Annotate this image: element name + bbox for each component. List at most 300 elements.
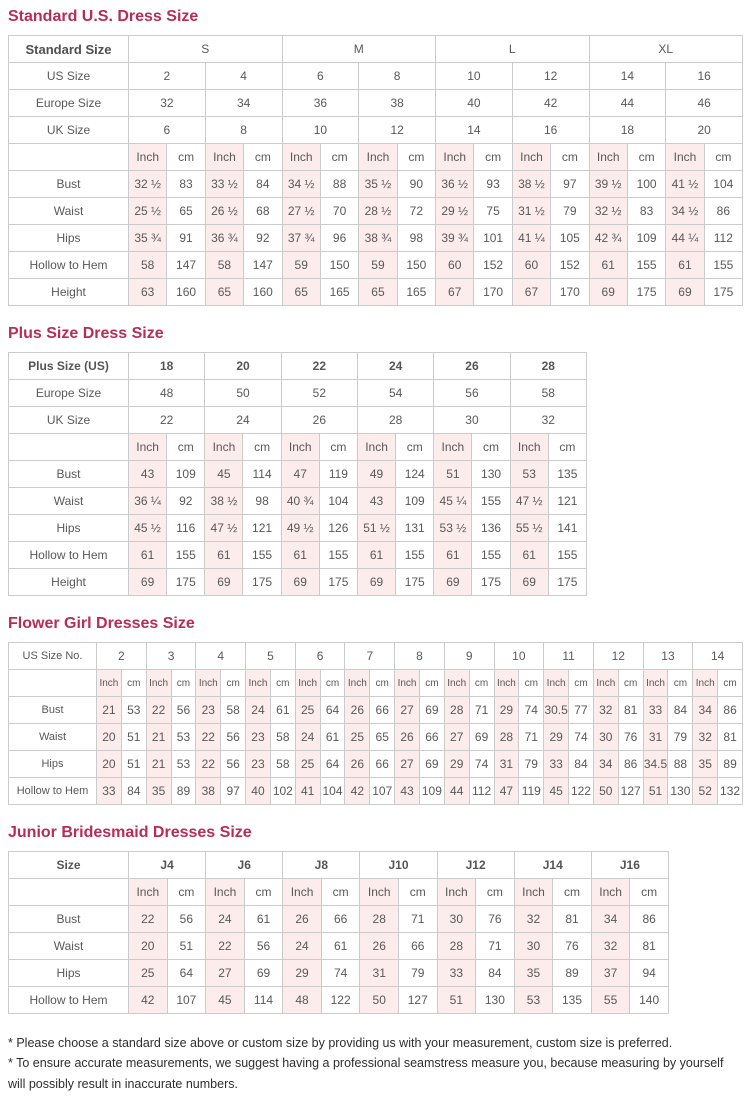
inch-value: 41 ½ xyxy=(666,171,704,198)
size-value: 22 xyxy=(281,353,357,380)
size-header-row xyxy=(9,380,587,407)
row-label: Bust xyxy=(9,906,129,933)
cm-value: 86 xyxy=(630,906,669,933)
inch-value: 28 xyxy=(494,724,519,751)
inch-value: 38 ¾ xyxy=(359,225,397,252)
cm-value: 155 xyxy=(472,488,510,515)
cm-value: 61 xyxy=(321,933,360,960)
cm-value: 104 xyxy=(704,171,742,198)
cm-value: 76 xyxy=(553,933,592,960)
unit-cm-label: cm xyxy=(167,144,205,171)
inch-value: 69 xyxy=(281,569,319,596)
cm-value: 130 xyxy=(476,987,515,1014)
row-label: Hips xyxy=(9,515,129,542)
unit-cm-label: cm xyxy=(396,434,434,461)
inch-value: 51 xyxy=(437,987,476,1014)
size-value: 4 xyxy=(205,63,282,90)
size-value: 24 xyxy=(205,407,281,434)
cm-value: 165 xyxy=(320,279,358,306)
cm-value: 92 xyxy=(244,225,282,252)
cm-value: 58 xyxy=(221,697,246,724)
unit-inch-label: Inch xyxy=(206,879,245,906)
row-label: UK Size xyxy=(9,117,129,144)
unit-inch-label: Inch xyxy=(434,434,472,461)
inch-value: 67 xyxy=(436,279,474,306)
inch-value: 29 xyxy=(444,751,469,778)
unit-inch-label: Inch xyxy=(437,879,476,906)
cm-value: 56 xyxy=(167,906,206,933)
inch-value: 26 ½ xyxy=(205,198,243,225)
cm-value: 58 xyxy=(270,751,295,778)
cm-value: 98 xyxy=(397,225,435,252)
size-value: 22 xyxy=(129,407,205,434)
cm-value: 56 xyxy=(244,933,283,960)
cm-value: 65 xyxy=(370,724,395,751)
inch-value: 53 ½ xyxy=(434,515,472,542)
cm-value: 101 xyxy=(474,225,512,252)
cm-value: 175 xyxy=(319,569,357,596)
cm-value: 100 xyxy=(627,171,665,198)
flower-size-table xyxy=(8,642,743,805)
size-value: 13 xyxy=(643,643,693,670)
cm-value: 130 xyxy=(472,461,510,488)
junior-bridesmaid-table-container xyxy=(8,851,742,1014)
size-value: 2 xyxy=(97,643,147,670)
cm-value: 127 xyxy=(618,778,643,805)
unit-cm-label: cm xyxy=(121,670,146,697)
row-label: Plus Size (US) xyxy=(9,353,129,380)
cm-value: 98 xyxy=(243,488,281,515)
size-value: 50 xyxy=(205,380,281,407)
size-header-row xyxy=(9,90,743,117)
unit-cm-label: cm xyxy=(321,879,360,906)
inch-value: 27 xyxy=(444,724,469,751)
empty-corner xyxy=(9,144,129,171)
section-junior-bridesmaid-size xyxy=(8,824,742,1014)
inch-value: 55 xyxy=(591,987,630,1014)
cm-value: 58 xyxy=(270,724,295,751)
inch-value: 38 xyxy=(196,778,221,805)
cm-value: 152 xyxy=(474,252,512,279)
cm-value: 135 xyxy=(553,987,592,1014)
cm-value: 84 xyxy=(244,171,282,198)
unit-inch-label: Inch xyxy=(146,670,171,697)
measure-row xyxy=(9,724,743,751)
cm-value: 155 xyxy=(627,252,665,279)
cm-value: 147 xyxy=(167,252,205,279)
cm-value: 165 xyxy=(397,279,435,306)
inch-value: 33 xyxy=(643,697,668,724)
inch-value: 34.5 xyxy=(643,751,668,778)
cm-value: 64 xyxy=(320,751,345,778)
cm-value: 105 xyxy=(551,225,589,252)
cm-value: 83 xyxy=(627,198,665,225)
unit-inch-label: Inch xyxy=(444,670,469,697)
cm-value: 150 xyxy=(320,252,358,279)
section-standard-size xyxy=(8,8,742,306)
unit-inch-label: Inch xyxy=(693,670,718,697)
inch-value: 32 xyxy=(591,933,630,960)
row-label: Height xyxy=(9,569,129,596)
measure-row xyxy=(9,697,743,724)
cm-value: 61 xyxy=(244,906,283,933)
cm-value: 56 xyxy=(221,751,246,778)
size-value: J4 xyxy=(129,852,206,879)
size-value: 4 xyxy=(196,643,246,670)
cm-value: 122 xyxy=(321,987,360,1014)
inch-value: 59 xyxy=(282,252,320,279)
inch-value: 51 xyxy=(434,461,472,488)
measure-row xyxy=(9,906,669,933)
cm-value: 61 xyxy=(320,724,345,751)
inch-value: 24 xyxy=(283,933,322,960)
inch-value: 63 xyxy=(129,279,167,306)
unit-row xyxy=(9,144,743,171)
size-value: 28 xyxy=(357,407,433,434)
inch-value: 47 xyxy=(281,461,319,488)
row-label: Waist xyxy=(9,724,97,751)
inch-value: 26 xyxy=(283,906,322,933)
inch-value: 42 ¾ xyxy=(589,225,627,252)
inch-value: 50 xyxy=(593,778,618,805)
unit-cm-label: cm xyxy=(243,434,281,461)
section-plus-size xyxy=(8,325,742,596)
size-value: 16 xyxy=(512,117,589,144)
size-value: 3 xyxy=(146,643,196,670)
size-value: 5 xyxy=(246,643,296,670)
size-value: 9 xyxy=(444,643,494,670)
inch-value: 32 xyxy=(514,906,553,933)
plus-size-table xyxy=(8,352,587,596)
cm-value: 102 xyxy=(270,778,295,805)
inch-value: 29 xyxy=(494,697,519,724)
cm-value: 51 xyxy=(167,933,206,960)
cm-value: 61 xyxy=(270,697,295,724)
unit-inch-label: Inch xyxy=(436,144,474,171)
cm-value: 155 xyxy=(243,542,281,569)
row-label: Hips xyxy=(9,225,129,252)
cm-value: 119 xyxy=(519,778,544,805)
size-value: 40 xyxy=(436,90,513,117)
inch-value: 22 xyxy=(206,933,245,960)
inch-value: 29 xyxy=(544,724,569,751)
size-value: 12 xyxy=(512,63,589,90)
size-value: 16 xyxy=(666,63,743,90)
unit-cm-label: cm xyxy=(320,144,358,171)
cm-value: 175 xyxy=(627,279,665,306)
inch-value: 30 xyxy=(437,906,476,933)
inch-value: 43 xyxy=(129,461,167,488)
measure-row xyxy=(9,987,669,1014)
cm-value: 109 xyxy=(396,488,434,515)
inch-value: 25 xyxy=(295,751,320,778)
size-value: 44 xyxy=(589,90,666,117)
standard-size-title: Standard U.S. Dress Size xyxy=(8,8,199,25)
cm-value: 74 xyxy=(569,724,594,751)
cm-value: 170 xyxy=(551,279,589,306)
group-label: M xyxy=(282,36,436,63)
unit-cm-label: cm xyxy=(167,434,205,461)
unit-cm-label: cm xyxy=(618,670,643,697)
cm-value: 92 xyxy=(167,488,205,515)
size-value: 26 xyxy=(281,407,357,434)
inch-value: 49 ½ xyxy=(281,515,319,542)
cm-value: 107 xyxy=(370,778,395,805)
inch-value: 20 xyxy=(97,724,122,751)
inch-value: 34 xyxy=(693,697,718,724)
cm-value: 72 xyxy=(397,198,435,225)
size-value: J16 xyxy=(591,852,668,879)
cm-value: 69 xyxy=(469,724,494,751)
inch-value: 31 xyxy=(360,960,399,987)
size-value: 38 xyxy=(359,90,436,117)
cm-value: 96 xyxy=(320,225,358,252)
measure-row xyxy=(9,778,743,805)
cm-value: 69 xyxy=(419,697,444,724)
cm-value: 175 xyxy=(472,569,510,596)
inch-value: 32 ½ xyxy=(589,198,627,225)
size-value: 18 xyxy=(129,353,205,380)
cm-value: 175 xyxy=(243,569,281,596)
cm-value: 131 xyxy=(396,515,434,542)
row-label: UK Size xyxy=(9,407,129,434)
flower-girl-size-title: Flower Girl Dresses Size xyxy=(8,615,195,632)
empty-corner xyxy=(9,670,97,697)
inch-value: 20 xyxy=(129,933,168,960)
cm-value: 71 xyxy=(519,724,544,751)
unit-cm-label: cm xyxy=(370,670,395,697)
inch-value: 45 ½ xyxy=(129,515,167,542)
inch-value: 23 xyxy=(196,697,221,724)
inch-value: 61 xyxy=(434,542,472,569)
size-header-row xyxy=(9,63,743,90)
unit-cm-label: cm xyxy=(476,879,515,906)
unit-cm-label: cm xyxy=(244,144,282,171)
cm-value: 114 xyxy=(244,987,283,1014)
row-label: Bust xyxy=(9,171,129,198)
cm-value: 74 xyxy=(519,697,544,724)
inch-value: 34 ½ xyxy=(666,198,704,225)
inch-value: 33 xyxy=(544,751,569,778)
cm-value: 79 xyxy=(519,751,544,778)
inch-value: 36 ¼ xyxy=(129,488,167,515)
cm-value: 136 xyxy=(472,515,510,542)
measure-row xyxy=(9,488,587,515)
size-header-row xyxy=(9,643,743,670)
cm-value: 77 xyxy=(569,697,594,724)
inch-value: 69 xyxy=(510,569,548,596)
cm-value: 152 xyxy=(551,252,589,279)
inch-value: 45 ¼ xyxy=(434,488,472,515)
inch-value: 61 xyxy=(205,542,243,569)
inch-value: 28 xyxy=(360,906,399,933)
cm-value: 81 xyxy=(553,906,592,933)
inch-value: 48 xyxy=(283,987,322,1014)
size-value: 14 xyxy=(693,643,743,670)
inch-value: 61 xyxy=(589,252,627,279)
size-value: 20 xyxy=(205,353,281,380)
cm-value: 155 xyxy=(396,542,434,569)
cm-value: 69 xyxy=(244,960,283,987)
cm-value: 83 xyxy=(167,171,205,198)
inch-value: 51 ½ xyxy=(357,515,395,542)
inch-value: 22 xyxy=(196,751,221,778)
cm-value: 141 xyxy=(548,515,586,542)
cm-value: 66 xyxy=(419,724,444,751)
unit-inch-label: Inch xyxy=(510,434,548,461)
unit-inch-label: Inch xyxy=(282,144,320,171)
inch-value: 38 ½ xyxy=(512,171,550,198)
inch-value: 32 ½ xyxy=(129,171,167,198)
cm-value: 124 xyxy=(396,461,434,488)
cm-value: 91 xyxy=(167,225,205,252)
inch-value: 36 ¾ xyxy=(205,225,243,252)
cm-value: 160 xyxy=(244,279,282,306)
footnote-standard-size: * Please choose a standard size above or custom size by providing us with your measurement, custom size is preferred. xyxy=(8,1036,673,1050)
size-value: J10 xyxy=(360,852,437,879)
unit-inch-label: Inch xyxy=(589,144,627,171)
inch-value: 36 ½ xyxy=(436,171,474,198)
cm-value: 89 xyxy=(553,960,592,987)
row-label: Hollow to Hem xyxy=(9,252,129,279)
unit-cm-label: cm xyxy=(469,670,494,697)
cm-value: 109 xyxy=(627,225,665,252)
row-label: Waist xyxy=(9,933,129,960)
inch-value: 69 xyxy=(589,279,627,306)
inch-value: 23 xyxy=(246,751,271,778)
unit-inch-label: Inch xyxy=(129,144,167,171)
unit-row xyxy=(9,434,587,461)
size-value: 32 xyxy=(129,90,206,117)
unit-inch-label: Inch xyxy=(544,670,569,697)
inch-value: 55 ½ xyxy=(510,515,548,542)
inch-value: 37 xyxy=(591,960,630,987)
row-label: Size xyxy=(9,852,129,879)
unit-inch-label: Inch xyxy=(512,144,550,171)
size-value: 46 xyxy=(666,90,743,117)
cm-value: 121 xyxy=(243,515,281,542)
inch-value: 45 xyxy=(206,987,245,1014)
inch-value: 61 xyxy=(357,542,395,569)
inch-value: 33 xyxy=(97,778,122,805)
inch-value: 38 ½ xyxy=(205,488,243,515)
row-label: Waist xyxy=(9,488,129,515)
unit-cm-label: cm xyxy=(553,879,592,906)
inch-value: 69 xyxy=(357,569,395,596)
unit-inch-label: Inch xyxy=(359,144,397,171)
cm-value: 68 xyxy=(244,198,282,225)
size-value: 42 xyxy=(512,90,589,117)
cm-value: 175 xyxy=(396,569,434,596)
inch-value: 31 xyxy=(494,751,519,778)
cm-value: 84 xyxy=(476,960,515,987)
unit-inch-label: Inch xyxy=(345,670,370,697)
cm-value: 175 xyxy=(167,569,205,596)
inch-value: 39 ½ xyxy=(589,171,627,198)
unit-cm-label: cm xyxy=(270,670,295,697)
measure-row xyxy=(9,542,587,569)
size-value: 24 xyxy=(357,353,433,380)
inch-value: 40 xyxy=(246,778,271,805)
unit-cm-label: cm xyxy=(472,434,510,461)
cm-value: 127 xyxy=(398,987,437,1014)
inch-value: 69 xyxy=(205,569,243,596)
inch-value: 32 xyxy=(693,724,718,751)
size-header-row xyxy=(9,852,669,879)
cm-value: 84 xyxy=(121,778,146,805)
inch-value: 22 xyxy=(196,724,221,751)
inch-value: 65 xyxy=(359,279,397,306)
empty-corner xyxy=(9,879,129,906)
unit-inch-label: Inch xyxy=(591,879,630,906)
cm-value: 74 xyxy=(321,960,360,987)
inch-value: 35 ½ xyxy=(359,171,397,198)
unit-row xyxy=(9,670,743,697)
size-value: 14 xyxy=(589,63,666,90)
inch-value: 26 xyxy=(360,933,399,960)
unit-inch-label: Inch xyxy=(593,670,618,697)
unit-cm-label: cm xyxy=(167,879,206,906)
unit-cm-label: cm xyxy=(474,144,512,171)
size-value: 12 xyxy=(593,643,643,670)
size-value: 18 xyxy=(589,117,666,144)
inch-value: 59 xyxy=(359,252,397,279)
cm-value: 86 xyxy=(718,697,743,724)
cm-value: 104 xyxy=(320,778,345,805)
footnote-accurate-measurements: * To ensure accurate measurements, we suggest having a professional seamstress measure you, because measuring by yourself will possibly result in inaccurate numbers. xyxy=(8,1056,724,1091)
cm-value: 89 xyxy=(718,751,743,778)
cm-value: 97 xyxy=(221,778,246,805)
measure-row xyxy=(9,461,587,488)
inch-value: 28 xyxy=(437,933,476,960)
cm-value: 56 xyxy=(221,724,246,751)
unit-inch-label: Inch xyxy=(357,434,395,461)
inch-value: 51 xyxy=(643,778,668,805)
measure-row xyxy=(9,515,587,542)
cm-value: 97 xyxy=(551,171,589,198)
row-label: Hollow to Hem xyxy=(9,542,129,569)
standard-size-table xyxy=(8,35,743,306)
size-value: J14 xyxy=(514,852,591,879)
unit-cm-label: cm xyxy=(397,144,435,171)
cm-value: 76 xyxy=(476,906,515,933)
inch-value: 47 xyxy=(494,778,519,805)
cm-value: 75 xyxy=(474,198,512,225)
size-header-row xyxy=(9,353,587,380)
inch-value: 32 xyxy=(593,697,618,724)
unit-cm-label: cm xyxy=(627,144,665,171)
unit-inch-label: Inch xyxy=(129,879,168,906)
row-label: Hips xyxy=(9,960,129,987)
inch-value: 26 xyxy=(345,751,370,778)
size-value: 10 xyxy=(436,63,513,90)
unit-inch-label: Inch xyxy=(196,670,221,697)
inch-value: 34 xyxy=(593,751,618,778)
inch-value: 31 ½ xyxy=(512,198,550,225)
size-value: 10 xyxy=(494,643,544,670)
inch-value: 52 xyxy=(693,778,718,805)
inch-value: 21 xyxy=(146,751,171,778)
row-label: Hollow to Hem xyxy=(9,987,129,1014)
inch-value: 69 xyxy=(434,569,472,596)
cm-value: 79 xyxy=(551,198,589,225)
cm-value: 64 xyxy=(167,960,206,987)
inch-value: 23 xyxy=(246,724,271,751)
row-label: Bust xyxy=(9,697,97,724)
cm-value: 155 xyxy=(704,252,742,279)
inch-value: 30 xyxy=(593,724,618,751)
unit-inch-label: Inch xyxy=(246,670,271,697)
